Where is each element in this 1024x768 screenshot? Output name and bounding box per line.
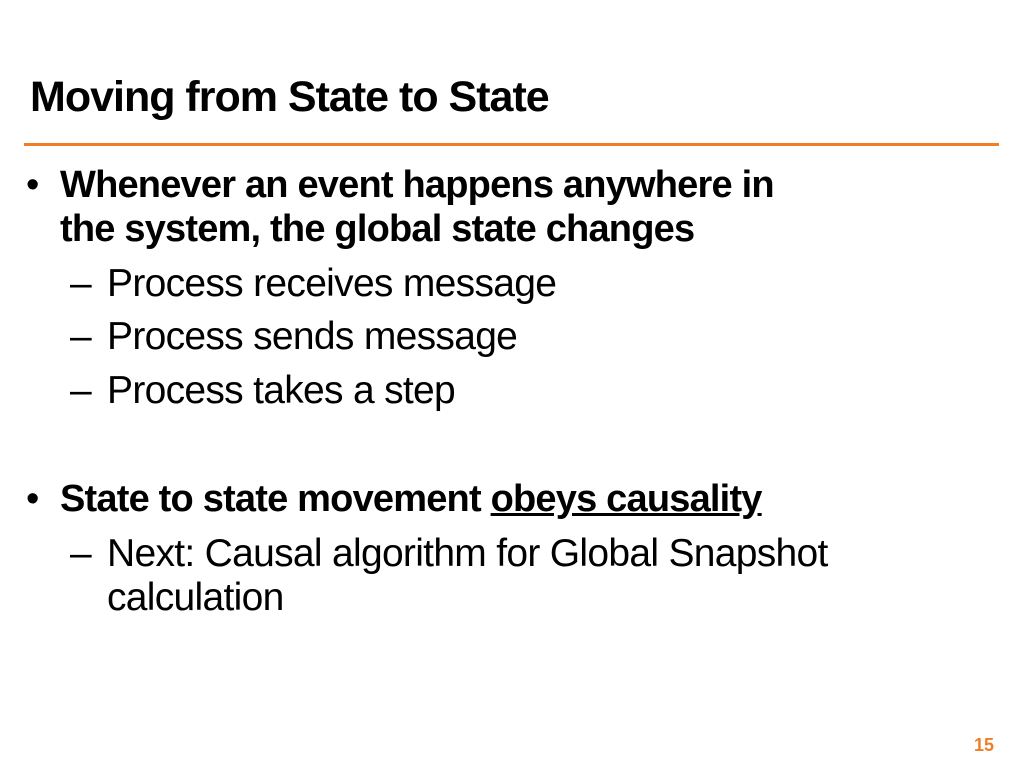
bullet-dot: •: [26, 478, 39, 520]
sub-bullet-line-2: calculation: [107, 576, 284, 619]
sub-bullet-line-1: Next: Causal algorithm for Global Snapshot: [107, 532, 828, 575]
bullet-2-underlined-text: obeys causality: [490, 478, 762, 520]
sub-bullet-2-1: [70, 532, 828, 620]
title-divider: [24, 143, 999, 146]
sub-bullet-text: Process receives message: [107, 262, 557, 305]
dash-glyph: –: [70, 315, 91, 358]
bullet-2-line-1: [60, 477, 762, 521]
bullet-dot: •: [26, 164, 39, 206]
dash-glyph: –: [70, 369, 91, 412]
sub-bullet-text: Process sends message: [107, 315, 518, 358]
bullet-1-line-2: the system, the global state changes: [60, 208, 695, 250]
sub-bullet-1-2: [70, 315, 517, 359]
bullet-1-line-1: Whenever an event happens anywhere in: [60, 164, 774, 206]
sub-bullet-1-1: [70, 262, 556, 306]
slide-title: Moving from State to State: [30, 73, 549, 121]
sub-bullet-1-3: [70, 369, 455, 413]
bullet-1: [26, 163, 774, 251]
sub-bullet-text: Process takes a step: [107, 369, 456, 412]
dash-glyph: –: [70, 262, 91, 305]
dash-glyph: –: [70, 532, 91, 575]
page-number: 15: [973, 735, 994, 755]
bullet-2: [26, 477, 762, 521]
bullet-2-text: State to state movement: [60, 478, 491, 520]
